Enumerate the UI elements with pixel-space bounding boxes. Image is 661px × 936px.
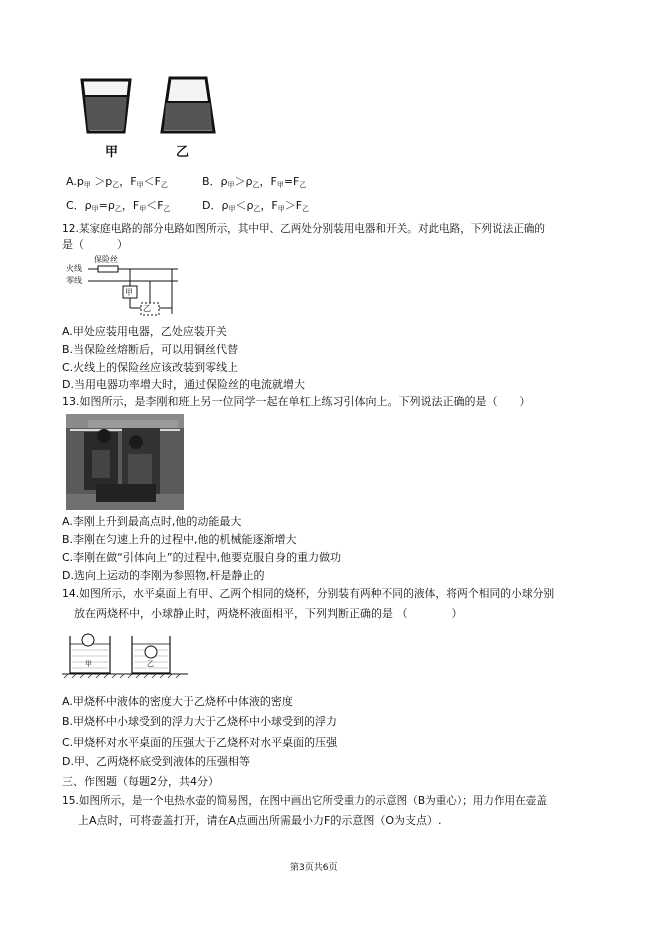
q11-option-c: C．$\rho_甲=\rho_乙$，$F_甲<F_乙$ bbox=[66, 199, 171, 213]
q11-option-a: $A.p_甲 >p_乙$，$F_甲<F_乙$ bbox=[66, 175, 168, 189]
q12-fuse-label: 保险丝 bbox=[94, 255, 118, 264]
q12-option-a: A.甲处应装用电器，乙处应装开关 bbox=[62, 325, 227, 338]
q12-circuit-figure bbox=[64, 256, 184, 320]
q13-option-a: A.李刚上升到最高点时,他的动能最大 bbox=[62, 515, 242, 528]
q14-label-yi: 乙 bbox=[147, 660, 154, 668]
q14-beakers-figure bbox=[60, 632, 190, 680]
q11-label-yi: 乙 bbox=[176, 145, 190, 160]
q11-option-b: B．$\rho_甲>\rho_乙$，$F_甲=F_乙$ bbox=[202, 175, 307, 189]
q14-stem-line1: 14.如图所示，水平桌面上有甲、乙两个相同的烧杯，分别装有两种不同的液体，将两个相同的小球分别 bbox=[62, 587, 555, 600]
q12-stem-line1: 12.某家庭电路的部分电路如图所示，其中甲、乙两处分别装用电器和开关。对此电路，下列说法正确的 bbox=[62, 223, 545, 235]
q13-stem: 13.如图所示，是李刚和班上另一位同学一起在单杠上练习引体向上。下列说法正确的是（ ） bbox=[62, 395, 531, 408]
q13-option-d: D.选向上运动的李刚为参照物,杆是静止的 bbox=[62, 569, 265, 582]
q12-option-b: B.当保险丝熔断后，可以用铜丝代替 bbox=[62, 343, 239, 356]
q15-line1: 15.如图所示，是一个电热水壶的简易图，在图中画出它所受重力的示意图（B为重心）；用力作用在壶盖 bbox=[62, 795, 547, 807]
q14-option-d: D.甲、乙两烧杯底受到液体的压强相等 bbox=[62, 755, 250, 768]
q14-option-a: A.甲烧杯中液体的密度大于乙烧杯中体液的密度 bbox=[62, 695, 293, 708]
q13-pullup-photo bbox=[66, 414, 184, 510]
q14-option-c: C.甲烧杯对水平桌面的压强大于乙烧杯对水平桌面的压强 bbox=[62, 736, 338, 749]
q14-stem-line2: 放在两烧杯中，小球静止时，两烧杯液面相平，下列判断正确的是 （ ） bbox=[74, 607, 463, 620]
q12-option-d: D.当用电器功率增大时，通过保险丝的电流就增大 bbox=[62, 378, 305, 391]
q14-option-b: B.甲烧杯中小球受到的浮力大于乙烧杯中小球受到的浮力 bbox=[62, 715, 338, 728]
q12-box-jia-label: 甲 bbox=[125, 288, 133, 297]
q14-label-jia: 甲 bbox=[85, 660, 92, 668]
q12-neutral-label: 零线 bbox=[66, 276, 82, 285]
q12-option-c: C.火线上的保险丝应该改装到零线上 bbox=[62, 361, 239, 374]
q12-stem-line2: 是（ ） bbox=[62, 238, 128, 251]
q11-beakers-figure bbox=[78, 74, 228, 136]
q13-option-b: B.李刚在匀速上升的过程中,他的机械能逐渐增大 bbox=[62, 533, 297, 546]
q12-live-label: 火线 bbox=[66, 264, 82, 273]
q11-option-d: D．$\rho_甲<\rho_乙$，$F_甲>F_乙$ bbox=[202, 199, 310, 213]
q13-option-c: C.李刚在做“引体向上”的过程中,他要克服自身的重力做功 bbox=[62, 551, 342, 564]
section3-heading: 三、作图题（每题2分，共4分） bbox=[62, 775, 219, 788]
q15-line2: 上A点时，可将壶盖打开，请在A点画出所需最小力F的示意图（O为支点）. bbox=[78, 814, 442, 827]
q11-label-jia: 甲 bbox=[105, 145, 119, 160]
q12-box-yi-label: 乙 bbox=[143, 304, 151, 313]
page-footer: 第3页共6页 bbox=[290, 863, 338, 873]
